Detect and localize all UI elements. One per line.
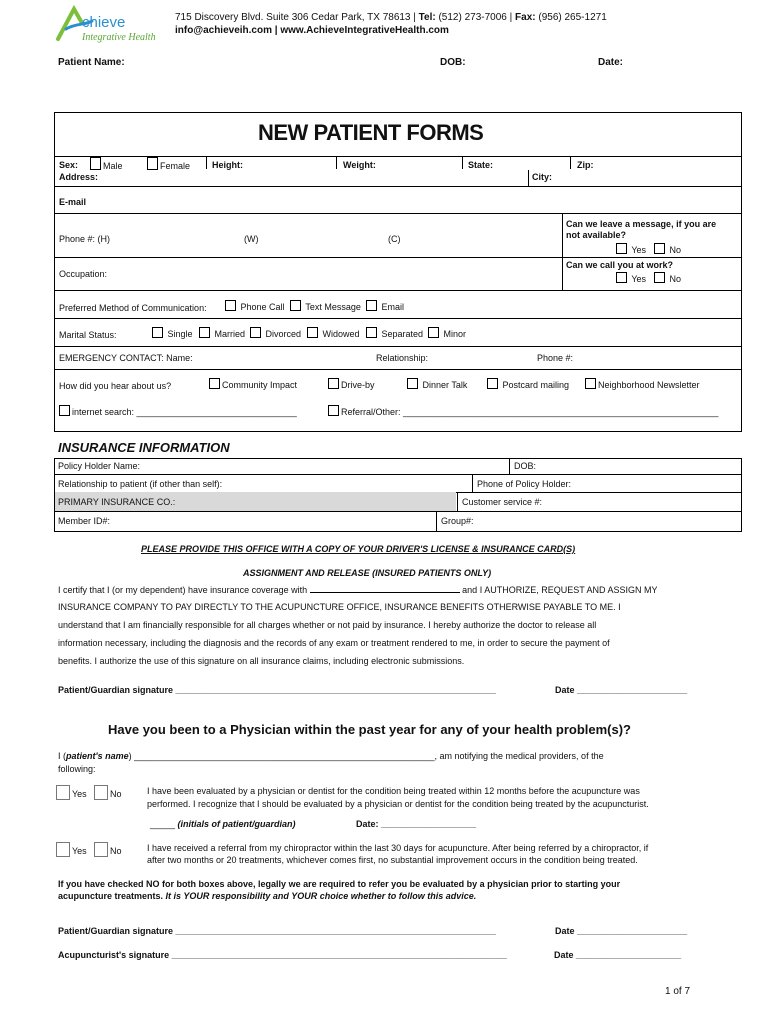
no-label: No bbox=[669, 245, 682, 255]
address-label: Address: bbox=[59, 172, 99, 182]
newsletter-label: Neighborhood Newsletter bbox=[598, 380, 700, 390]
no-label: No bbox=[669, 274, 682, 284]
release-date-line[interactable]: Date ______________________ bbox=[555, 685, 688, 695]
yes-label: Yes bbox=[72, 789, 87, 799]
call-at-work-yes[interactable] bbox=[616, 272, 646, 284]
svg-text:Integrative Health: Integrative Health bbox=[82, 32, 156, 43]
drive-by-label: Drive-by bbox=[341, 380, 375, 390]
weight-label: Weight: bbox=[343, 160, 376, 170]
dinner-talk-checkbox[interactable] bbox=[407, 378, 418, 389]
release-line-2: INSURANCE COMPANY TO PAY DIRECTLY TO THE ACUPUNCTURE OFFICE, INSURANCE BENEFITS OTHERWISE PAYABLE TO ME. I bbox=[58, 602, 621, 612]
option2-line-2: after two months or 20 treatments, whichever comes first, no substantial improvement occurs in the condition being treated. bbox=[147, 855, 638, 865]
release-line-4: information necessary, including the diagnosis and the records of any exam or treatment rendered to me, in order to secure the payment of bbox=[58, 638, 610, 648]
primary-insurance-label: PRIMARY INSURANCE CO.: bbox=[58, 497, 176, 507]
contact-line[interactable]: info@achieveih.com | www.AchieveIntegrativeHealth.com bbox=[175, 25, 449, 36]
notice-line-1: If you have checked NO for both boxes above, legally we are required to refer you be evaluated by a physician prior to starting your bbox=[58, 879, 621, 889]
phone-cell-label: (C) bbox=[388, 234, 401, 244]
dob-label: DOB: bbox=[440, 57, 466, 68]
widowed-checkbox[interactable] bbox=[307, 327, 318, 338]
single-checkbox[interactable] bbox=[152, 327, 163, 338]
insurance-heading: INSURANCE INFORMATION bbox=[58, 440, 230, 455]
form-title: NEW PATIENT FORMS bbox=[258, 120, 484, 145]
policy-holder-label: Policy Holder Name: bbox=[58, 461, 141, 471]
release-text-1b: and I AUTHORIZE, REQUEST AND ASSIGN MY bbox=[462, 585, 658, 595]
notify-open: I ( bbox=[58, 751, 66, 761]
option2-yes-checkbox[interactable] bbox=[56, 842, 70, 857]
release-line-1 bbox=[58, 585, 658, 595]
assignment-heading: ASSIGNMENT AND RELEASE (INSURED PATIENTS ONLY) bbox=[243, 568, 492, 578]
group-label: Group#: bbox=[441, 516, 474, 526]
acupuncturist-signature-line[interactable]: Acupuncturist's signature ___________________________________________________________________ bbox=[58, 950, 508, 960]
newsletter-checkbox[interactable] bbox=[585, 378, 596, 389]
postcard-checkbox[interactable] bbox=[487, 378, 498, 389]
call-at-work-yes-checkbox[interactable] bbox=[616, 272, 627, 283]
notice-line-2 bbox=[58, 891, 476, 901]
leave-message-no[interactable] bbox=[654, 243, 681, 255]
option1-yes[interactable] bbox=[56, 785, 87, 800]
option2-yes[interactable] bbox=[56, 842, 87, 857]
option1-line-1: I have been evaluated by a physician or dentist for the condition being treated within 12 months before the acupuncture was bbox=[147, 786, 640, 796]
copy-notice: PLEASE PROVIDE THIS OFFICE WITH A COPY OF YOUR DRIVER'S LICENSE & INSURANCE CARD(S) bbox=[141, 544, 576, 554]
patient-name-label: Patient Name: bbox=[58, 57, 125, 68]
notice-text-2b: It is YOUR responsibility and YOUR choice whether to follow this advice. bbox=[165, 891, 477, 901]
yes-label: Yes bbox=[72, 846, 87, 856]
hear-label: How did you hear about us? bbox=[59, 381, 172, 391]
insurance-company-field[interactable] bbox=[310, 592, 460, 593]
separated-label: Separated bbox=[381, 329, 424, 339]
comm-label: Preferred Method of Communication: bbox=[59, 303, 207, 313]
state-label: State: bbox=[468, 160, 494, 170]
leave-message-yes-checkbox[interactable] bbox=[616, 243, 627, 254]
marital-label: Marital Status: bbox=[59, 330, 117, 340]
email-option-label: Email bbox=[381, 302, 405, 312]
relationship-to-patient-label: Relationship to patient (if other than self): bbox=[58, 479, 223, 489]
city-label: City: bbox=[532, 172, 552, 182]
phone-call-label: Phone Call bbox=[240, 302, 285, 312]
phone-call-checkbox[interactable] bbox=[225, 300, 236, 311]
email-checkbox[interactable] bbox=[366, 300, 377, 311]
yes-label: Yes bbox=[631, 245, 647, 255]
internet-label: internet search: ________________________________ bbox=[72, 407, 297, 417]
widowed-label: Widowed bbox=[322, 329, 360, 339]
no-label: No bbox=[110, 789, 122, 799]
marital-separated[interactable] bbox=[366, 327, 423, 339]
call-at-work-no-checkbox[interactable] bbox=[654, 272, 665, 283]
release-line-5: benefits. I authorize the use of this signature on all insurance claims, including electronic submissions. bbox=[58, 656, 465, 666]
relationship-label: Relationship: bbox=[376, 353, 429, 363]
tel-label: Tel: bbox=[418, 12, 436, 23]
patient-name-placeholder: patient's name bbox=[66, 751, 129, 761]
text-message-checkbox[interactable] bbox=[290, 300, 301, 311]
marital-married[interactable] bbox=[199, 327, 245, 339]
hear-drive-by[interactable] bbox=[328, 378, 375, 390]
tel-value: (512) 273-7006 | bbox=[435, 12, 516, 23]
internet-checkbox[interactable] bbox=[59, 405, 70, 416]
option1-no-checkbox[interactable] bbox=[94, 785, 108, 800]
single-label: Single bbox=[167, 329, 193, 339]
phone-work-label: (W) bbox=[244, 234, 259, 244]
initials-line[interactable] bbox=[150, 819, 296, 829]
initials-date-line[interactable]: Date: ___________________ bbox=[356, 819, 477, 829]
hear-community-impact[interactable] bbox=[209, 378, 297, 390]
patient-notify-line bbox=[58, 751, 604, 761]
call-at-work-no[interactable] bbox=[654, 272, 681, 284]
svg-text:chieve: chieve bbox=[82, 14, 126, 31]
community-impact-checkbox[interactable] bbox=[209, 378, 220, 389]
option2-no[interactable] bbox=[94, 842, 122, 857]
sex-label: Sex: bbox=[59, 160, 79, 170]
physician-question: Have you been to a Physician within the past year for any of your health problem(s)? bbox=[108, 722, 631, 737]
height-label: Height: bbox=[212, 160, 243, 170]
member-id-label: Member ID#: bbox=[58, 516, 111, 526]
email-label: E-mail bbox=[59, 197, 87, 207]
minor-label: Minor bbox=[443, 329, 467, 339]
postcard-label: Postcard mailing bbox=[502, 380, 570, 390]
referral-label: Referral/Other: _______________________________________________________________ bbox=[341, 407, 719, 417]
patient-signature-line[interactable]: Patient/Guardian signature ________________________________________________________________ bbox=[58, 926, 496, 936]
marital-divorced[interactable] bbox=[250, 327, 301, 339]
address-line bbox=[175, 12, 607, 23]
leave-message-question: Can we leave a message, if you are not available? bbox=[566, 219, 717, 240]
acupuncturist-signature-date[interactable]: Date _____________________ bbox=[554, 950, 682, 960]
release-signature-line[interactable]: Patient/Guardian signature ________________________________________________________________ bbox=[58, 685, 496, 695]
hear-newsletter[interactable] bbox=[585, 378, 700, 390]
patient-signature-date[interactable]: Date ______________________ bbox=[555, 926, 688, 936]
comm-phone-call[interactable] bbox=[225, 300, 285, 312]
leave-message-yes[interactable] bbox=[616, 243, 646, 255]
release-line-3: understand that I am financially responsible for all charges whether or not paid by insurance. I hereby authorize the doctor to release all bbox=[58, 620, 597, 630]
comm-email[interactable] bbox=[366, 300, 404, 312]
separated-checkbox[interactable] bbox=[366, 327, 377, 338]
hear-dinner-talk[interactable] bbox=[407, 378, 467, 390]
hear-internet[interactable] bbox=[59, 405, 297, 417]
referral-checkbox[interactable] bbox=[328, 405, 339, 416]
community-impact-label: Community Impact bbox=[222, 380, 298, 390]
zip-label: Zip: bbox=[577, 160, 594, 170]
marital-single[interactable] bbox=[152, 327, 193, 339]
policy-holder-dob-label: DOB: bbox=[514, 461, 537, 471]
initials-blank[interactable]: _____ bbox=[150, 819, 176, 829]
minor-checkbox[interactable] bbox=[428, 327, 439, 338]
initials-label: (initials of patient/guardian) bbox=[177, 819, 296, 829]
emergency-phone-label: Phone #: bbox=[537, 353, 574, 363]
notice-text-2a: acupuncture treatments. bbox=[58, 891, 164, 901]
fax-label: Fax: bbox=[515, 12, 536, 23]
option1-line-2: performed. I recognize that I should be evaluated by a physician or dentist for the condition being treated by the acupuncturist. bbox=[147, 799, 649, 809]
married-checkbox[interactable] bbox=[199, 327, 210, 338]
sex-female-option[interactable] bbox=[147, 157, 190, 171]
marital-minor[interactable] bbox=[428, 327, 466, 339]
text-message-label: Text Message bbox=[305, 302, 361, 312]
no-label: No bbox=[110, 846, 122, 856]
release-text-1a: I certify that I (or my dependent) have insurance coverage with bbox=[58, 585, 308, 595]
logo bbox=[52, 5, 170, 45]
page-number: 1 of 7 bbox=[665, 986, 691, 997]
policy-holder-phone-label: Phone of Policy Holder: bbox=[477, 479, 572, 489]
female-checkbox[interactable] bbox=[147, 157, 158, 170]
divorced-label: Divorced bbox=[265, 329, 302, 339]
occupation-label: Occupation: bbox=[59, 269, 108, 279]
fax-value: (956) 265-1271 bbox=[535, 12, 607, 23]
date-label: Date: bbox=[598, 57, 624, 68]
divorced-checkbox[interactable] bbox=[250, 327, 261, 338]
drive-by-checkbox[interactable] bbox=[328, 378, 339, 389]
emergency-contact-label: EMERGENCY CONTACT: Name: bbox=[59, 353, 193, 363]
marital-widowed[interactable] bbox=[307, 327, 360, 339]
dinner-talk-label: Dinner Talk bbox=[422, 380, 468, 390]
address-text: 715 Discovery Blvd. Suite 306 Cedar Park, TX 78613 | bbox=[175, 12, 419, 23]
notify-close: ) ____________________________________________________________, am notifying the medical providers, of the bbox=[128, 751, 604, 761]
option1-yes-checkbox[interactable] bbox=[56, 785, 70, 800]
option2-no-checkbox[interactable] bbox=[94, 842, 108, 857]
following-label: following: bbox=[58, 764, 96, 774]
male-checkbox[interactable] bbox=[90, 157, 101, 170]
phone-home-label: Phone #: (H) bbox=[59, 234, 111, 244]
yes-label: Yes bbox=[631, 274, 647, 284]
comm-text-message[interactable] bbox=[290, 300, 361, 312]
option1-no[interactable] bbox=[94, 785, 122, 800]
option2-line-1: I have received a referral from my chiropractor within the last 30 days for acupuncture. After being referred by a chiropractor, if bbox=[147, 843, 649, 853]
female-label: Female bbox=[160, 161, 191, 171]
customer-service-label: Customer service #: bbox=[462, 497, 543, 507]
male-label: Male bbox=[103, 161, 123, 171]
married-label: Married bbox=[214, 329, 246, 339]
call-at-work-question: Can we call you at work? bbox=[566, 260, 674, 270]
hear-referral[interactable] bbox=[328, 405, 718, 417]
sex-male-option[interactable] bbox=[90, 157, 123, 171]
leave-message-no-checkbox[interactable] bbox=[654, 243, 665, 254]
hear-postcard[interactable] bbox=[487, 378, 569, 390]
